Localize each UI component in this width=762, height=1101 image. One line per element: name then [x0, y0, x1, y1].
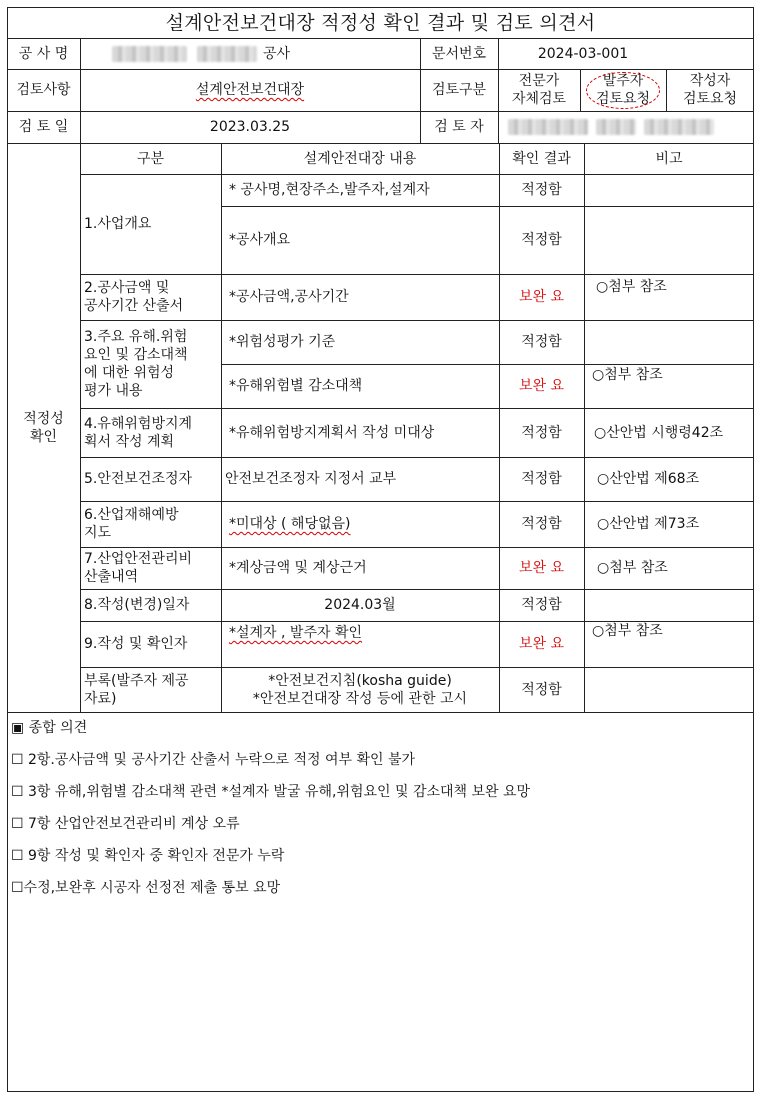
category-cell: 9.작성 및 확인자: [84, 636, 188, 652]
document-title: 설계안전보건대장 적정성 확인 결과 및 검토 의견서: [7, 7, 754, 39]
review-type-expert[interactable]: 전문가 자체검토: [511, 73, 567, 107]
content-cell: 2024.03월: [324, 597, 396, 613]
docno-value: 2024-03-001: [537, 46, 629, 62]
category-cell: 1.사업개요: [84, 216, 152, 232]
opinion-item: ☐ 3항 유해,위험별 감소대책 관련 *설계자 발굴 유해,위험요인 및 감소대책 보완 요망: [11, 784, 531, 800]
result-cell: 적정함: [521, 182, 562, 198]
category-cell: 2.공사금액 및 공사기간 산출서: [84, 280, 184, 314]
opinion-item: ☐ 7항 산업안전보건관리비 계상 오류: [11, 816, 240, 832]
reviewer-label: 검 토 자: [434, 119, 484, 135]
redacted-text: [112, 46, 187, 62]
review-type-client[interactable]: 발주자 검토요청: [595, 73, 651, 107]
result-cell: 보완 요: [518, 378, 565, 394]
note-cell: ○산안법 제73조: [597, 516, 700, 532]
note-cell: ○첨부 참조: [597, 560, 668, 576]
result-cell: 적정함: [521, 516, 562, 532]
reviewer-name-field: [504, 111, 752, 143]
content-cell: *유해위험방지계획서 작성 미대상: [229, 424, 435, 441]
content-cell: *위험성평가 기준: [229, 334, 336, 350]
note-cell: ○첨부 참조: [596, 279, 667, 295]
selected-circle-mark: [586, 72, 660, 109]
content-cell: *계상금액 및 계상근거: [229, 560, 367, 576]
category-cell: 7.산업안전관리비 산출내역: [84, 551, 193, 585]
result-cell: 적정함: [521, 424, 562, 441]
project-label: 공 사 명: [18, 46, 69, 62]
review-type-author[interactable]: 작성자 검토요청: [682, 73, 738, 107]
content-text: *설계자 , 발주자 확인: [229, 625, 362, 641]
content-cell: *공사금액,공사기간: [229, 289, 349, 305]
opinion-heading: ▣ 종합 의견: [11, 720, 88, 736]
note-cell: ○산안법 시행령42조: [594, 424, 724, 441]
category-cell: 8.작성(변경)일자: [84, 597, 190, 613]
result-cell: 적정함: [521, 681, 562, 698]
review-date-label: 검 토 일: [18, 119, 69, 135]
column-header: 확인 결과: [512, 150, 571, 167]
result-cell: 적정함: [521, 334, 562, 350]
project-suffix: 공사: [263, 46, 291, 62]
opinion-item: ☐ 2항.공사금액 및 공사기간 산출서 누락으로 적정 여부 확인 불가: [11, 752, 416, 768]
note-cell: ○첨부 참조: [592, 367, 663, 383]
result-cell: 적정함: [521, 232, 562, 248]
opinion-item: ☐ 9항 작성 및 확인자 중 확인자 전문가 누락: [11, 848, 285, 864]
category-cell: 6.산업재해예방 지도: [84, 507, 179, 541]
side-label: 적정성 확인: [23, 410, 64, 445]
content-cell: *유해위험별 감소대책: [229, 378, 363, 394]
review-item-text: 설계안전보건대장: [195, 82, 305, 98]
content-text: *미대상 ( 해당없음): [229, 516, 351, 532]
category-cell: 부록(발주자 제공 자료): [84, 672, 189, 707]
content-cell: [229, 624, 362, 642]
redacted-text: [644, 119, 714, 135]
review-item-value: [80, 69, 420, 111]
review-type-label: 검토구분: [431, 82, 487, 98]
note-cell: ○산안법 제68조: [597, 471, 700, 487]
project-name-field: [108, 39, 420, 69]
redacted-text: [508, 119, 588, 135]
category-cell: 5.안전보건조정자: [84, 471, 193, 487]
redacted-text: [596, 119, 636, 135]
result-cell: 보완 요: [518, 560, 565, 576]
review-date-value: 2023.03.25: [209, 119, 291, 135]
category-cell: 3.주요 유해.위험 요인 및 감소대책 에 대한 위험성 평가 내용: [84, 329, 188, 399]
content-cell: * 공사명,현장주소,발주자,설계자: [229, 182, 430, 198]
result-cell: 적정함: [521, 597, 562, 613]
content-cell: *안전보건지침(kosha guide) *안전보건대장 작성 등에 관한 고시: [252, 672, 468, 707]
divider: [7, 712, 754, 713]
content-cell: *공사개요: [229, 232, 291, 248]
result-cell: 적정함: [521, 471, 562, 487]
category-cell: 4.유해위험방지계 획서 작성 계획: [84, 415, 193, 450]
redacted-text: [197, 46, 257, 62]
content-cell: [221, 501, 499, 547]
column-header: 구분: [136, 150, 165, 167]
result-cell: 보완 요: [518, 636, 565, 652]
content-cell: 안전보건조정자 지정서 교부: [225, 471, 397, 487]
column-header: 설계안전대장 내용: [303, 150, 417, 167]
review-item-label: 검토사항: [16, 82, 71, 98]
note-cell: ○첨부 참조: [592, 623, 663, 639]
opinion-item: ☐수정,보완후 시공자 선정전 제출 통보 요망: [11, 880, 281, 896]
docno-label: 문서번호: [431, 46, 487, 62]
column-header: 비고: [655, 150, 683, 167]
result-cell: 보완 요: [518, 289, 565, 305]
